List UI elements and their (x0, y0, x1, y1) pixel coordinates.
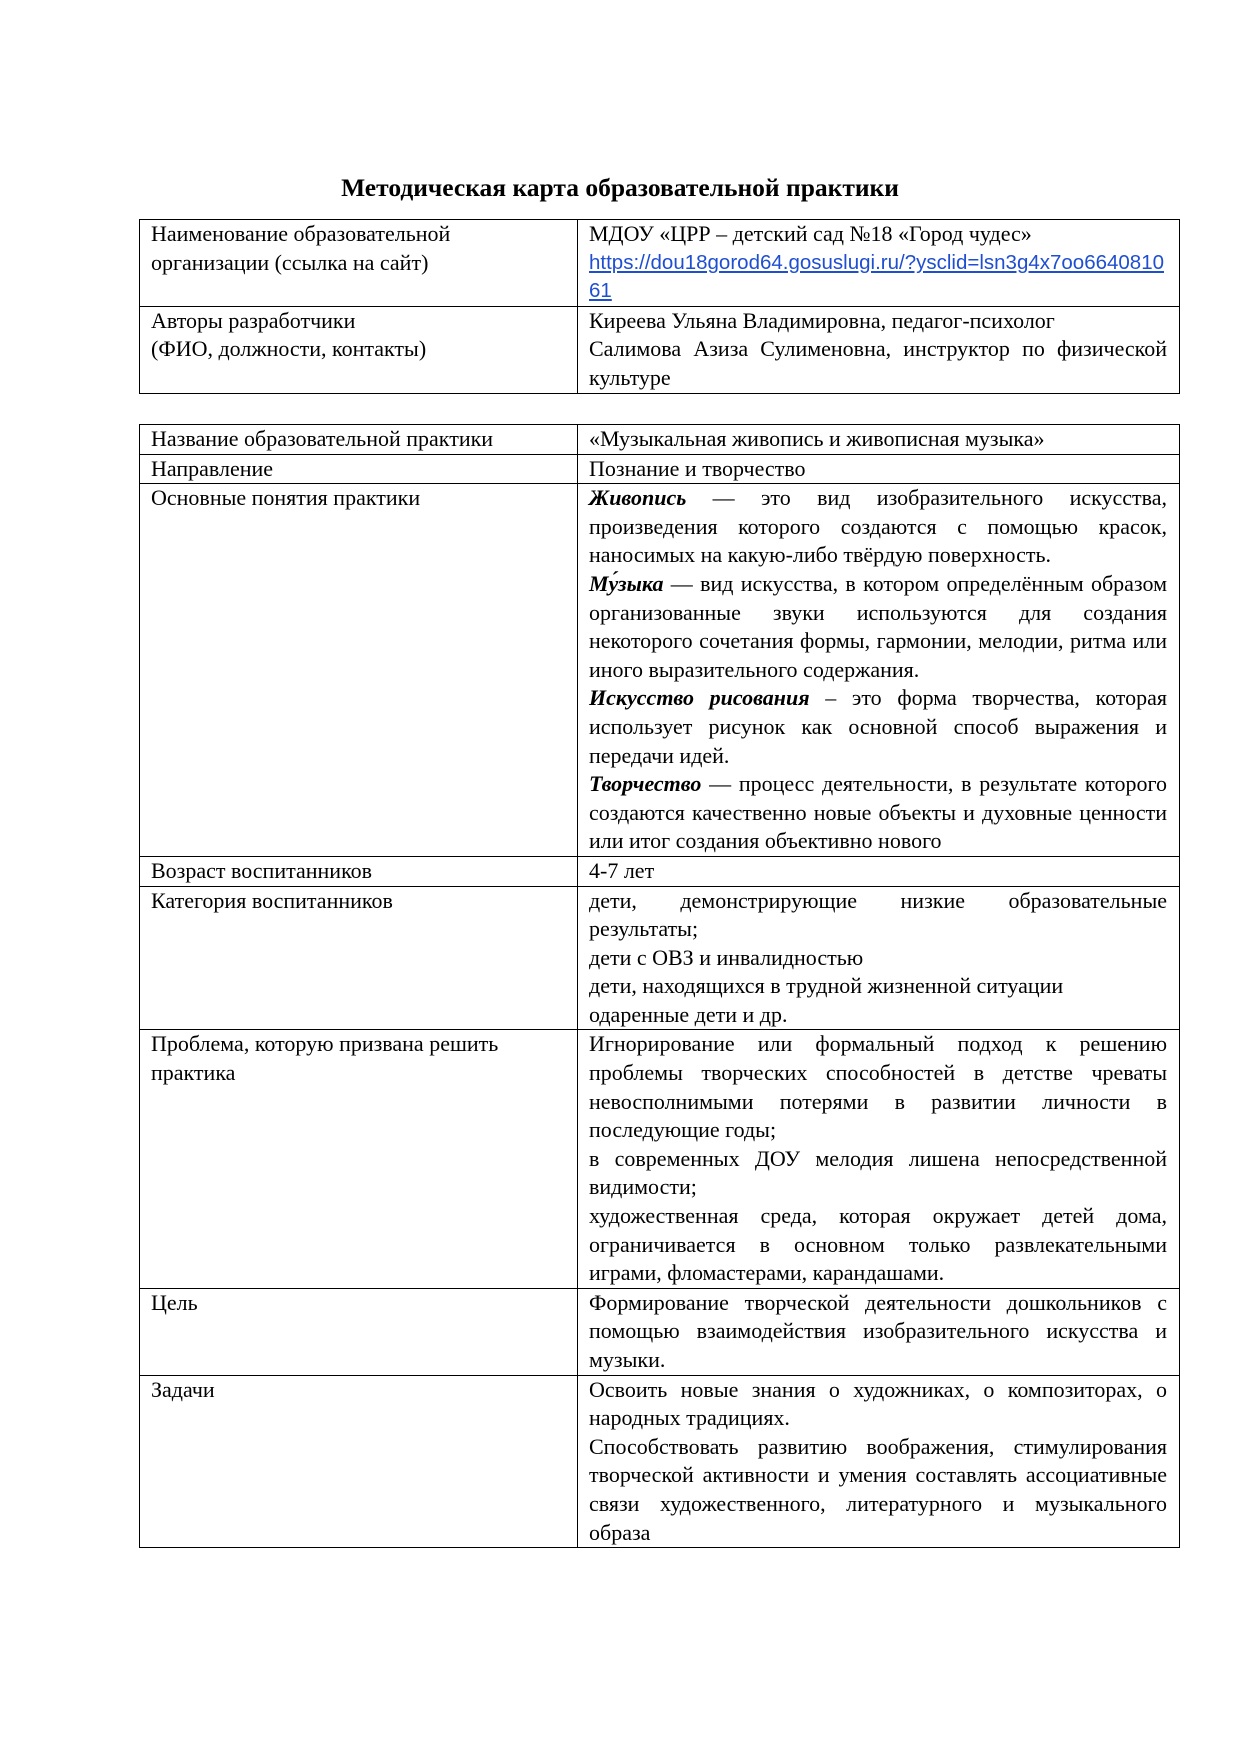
author-2: Салимова Азиза Сулименовна, инструктор по физической культуре (589, 336, 1167, 390)
table-row (140, 454, 1180, 484)
concept-text: — это вид изобразительного искусства, произведения которого создаются с помощью красок, наносимых на какую-либо твёрдую поверхность. (589, 485, 1167, 568)
problem-item: Игнорирование или формальный подход к решению проблемы творческих способностей в детстве чреваты невосполнимыми потерями в развитии личности в последующие годы; (589, 1031, 1167, 1143)
concept-term: Му́зыка (589, 570, 664, 596)
concept-text: — процесс деятельности, в результате которого создаются качественно новые объекты и духовные ценности или итог создания объективно нового (589, 771, 1167, 854)
table-row (140, 856, 1180, 886)
concepts-value-cell (578, 484, 1180, 857)
concept-text: – это форма творчества, которая использует рисунок как основной способ выражения и передачи идей. (589, 685, 1168, 768)
task-item: Способствовать развитию воображения, стимулирования творческой активности и умения составлять ассоциативные связи художественного, литературного и музыкального образа (589, 1433, 1167, 1545)
authors-label: Авторы разработчики (151, 307, 356, 333)
table-row (140, 1030, 1180, 1288)
concept-term: Творчество (589, 771, 702, 797)
goal-value: Формирование творческой деятельности дошкольников с помощью взаимодействия изобразительного искусства и музыки. (578, 1288, 1180, 1375)
practice-name-value: «Музыкальная живопись и живописная музыка» (578, 425, 1180, 455)
direction-value: Познание и творчество (578, 454, 1180, 484)
org-label-cell (140, 220, 578, 307)
practice-name-label: Название образовательной практики (140, 425, 578, 455)
table-row (140, 220, 1180, 307)
goal-label: Цель (140, 1288, 578, 1375)
concept-item (589, 570, 1167, 684)
problem-label: Проблема, которую призвана решить практика (140, 1030, 578, 1288)
table-row (140, 1288, 1180, 1375)
authors-value-cell (578, 306, 1180, 393)
direction-label: Направление (140, 454, 578, 484)
category-item: одаренные дети и др. (589, 1001, 788, 1027)
category-label: Категория воспитанников (140, 886, 578, 1030)
concept-item (589, 770, 1167, 856)
table-row (140, 1375, 1180, 1548)
concept-item (589, 684, 1167, 770)
org-label: Наименование образовательной организации (ссылка на сайт) (151, 221, 451, 275)
problem-item: художественная среда, которая окружает детей дома, ограничивается в основном только развлекательными играми, фломастерами, карандашами. (589, 1203, 1167, 1286)
concept-term: Искусство рисования (589, 685, 810, 711)
tasks-label: Задачи (140, 1375, 578, 1548)
author-1: Киреева Ульяна Владимировна, педагог-психолог (589, 307, 1055, 333)
concepts-label: Основные понятия практики (140, 484, 578, 857)
concept-item (589, 484, 1167, 570)
org-site-link[interactable]: https://dou18gorod64.gosuslugi.ru/?ysclid=lsn3g4x7oo664081061 (589, 250, 1165, 303)
organization-table (139, 219, 1180, 394)
practice-table (139, 424, 1180, 1548)
concept-term: Живопись (589, 485, 687, 511)
table-row (140, 484, 1180, 857)
age-label: Возраст воспитанников (140, 856, 578, 886)
age-value: 4-7 лет (578, 856, 1180, 886)
org-value-cell (578, 220, 1180, 307)
authors-label-cell (140, 306, 578, 393)
problem-item: в современных ДОУ мелодия лишена непосредственной видимости; (589, 1145, 1167, 1200)
tasks-value-cell (578, 1375, 1180, 1548)
org-name: МДОУ «ЦРР – детский сад №18 «Город чудес» (589, 221, 1032, 246)
table-row (140, 306, 1180, 393)
page-title: Методическая карта образовательной практики (341, 173, 899, 202)
category-item: дети с ОВЗ и инвалидностью (589, 944, 864, 970)
authors-label-note: (ФИО, должности, контакты) (151, 336, 427, 362)
task-item: Освоить новые знания о художниках, о композиторах, о народных традициях. (589, 1376, 1167, 1431)
concept-text: — вид искусства, в котором определённым образом организованные звуки используются для создания некоторого сочетания формы, гармонии, мелодии, ритма или иного выразительного содержания. (589, 570, 1167, 682)
table-row (140, 886, 1180, 1030)
category-item: дети, находящихся в трудной жизненной ситуации (589, 973, 1064, 999)
category-item: дети, демонстрирующие низкие образовательные результаты; (589, 887, 1167, 942)
table-row (140, 425, 1180, 455)
problem-value-cell (578, 1030, 1180, 1288)
category-value-cell (578, 886, 1180, 1030)
